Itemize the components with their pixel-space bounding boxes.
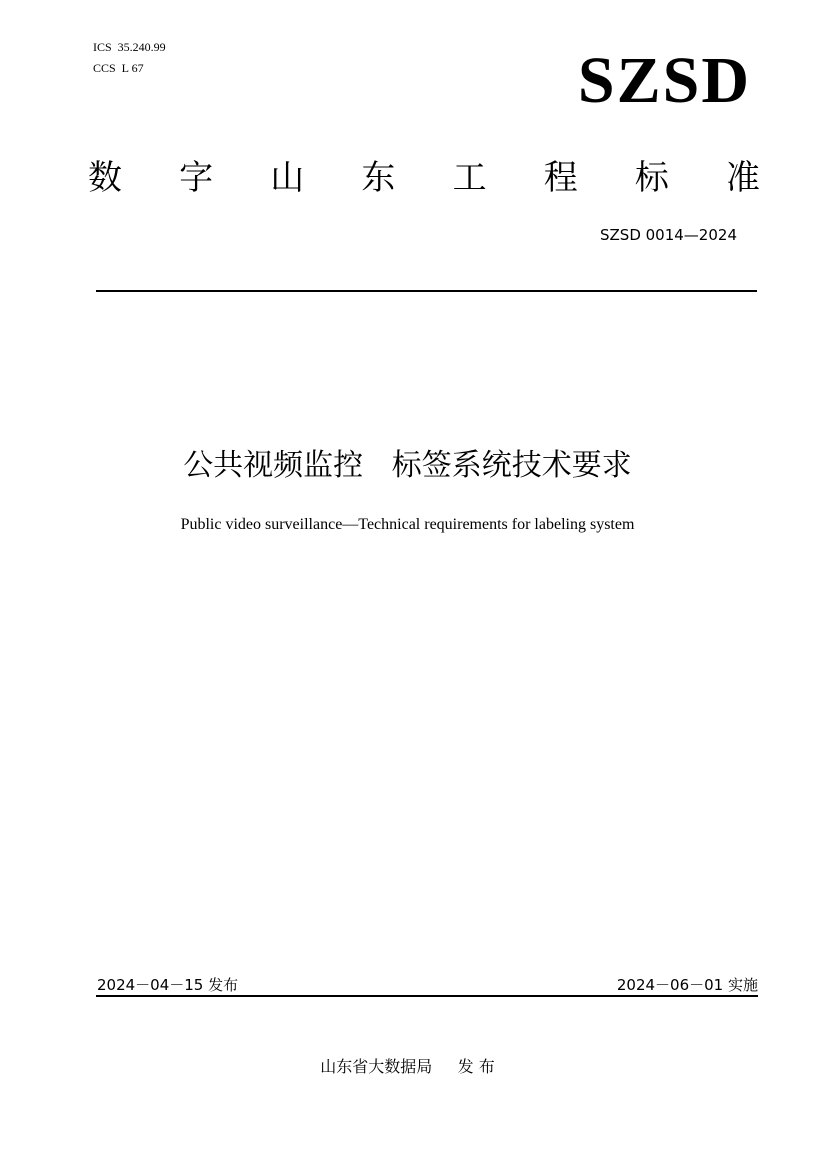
issuing-authority: 山东省大数据局 发 布 [320, 1057, 495, 1076]
standard-code: SZSD 0014—2024 [600, 226, 737, 244]
title-chinese: 公共视频监控 标签系统技术要求 [183, 448, 632, 483]
ccs-code: CCS L 67 [93, 61, 144, 75]
standard-type-heading [88, 158, 760, 198]
standard-type-char: 山 [270, 158, 305, 198]
title-english: Public video surveillance—Technical requirements for labeling system [180, 516, 635, 533]
standard-type-char: 标 [634, 158, 669, 198]
szsd-logo: SZSD [577, 44, 751, 117]
ics-code: ICS 35.240.99 [93, 40, 166, 54]
standard-type-char: 字 [179, 158, 214, 198]
standard-type-char: 工 [452, 158, 487, 198]
top-divider [96, 290, 757, 292]
standard-type-char: 数 [88, 158, 122, 198]
issue-date: 2024－04－15 发布 [97, 976, 239, 994]
implementation-date: 2024－06－01 实施 [616, 976, 758, 994]
bottom-divider [96, 995, 758, 997]
standard-type-char: 东 [361, 158, 396, 198]
standard-type-char: 准 [725, 158, 760, 198]
standard-type-char: 程 [543, 158, 578, 198]
